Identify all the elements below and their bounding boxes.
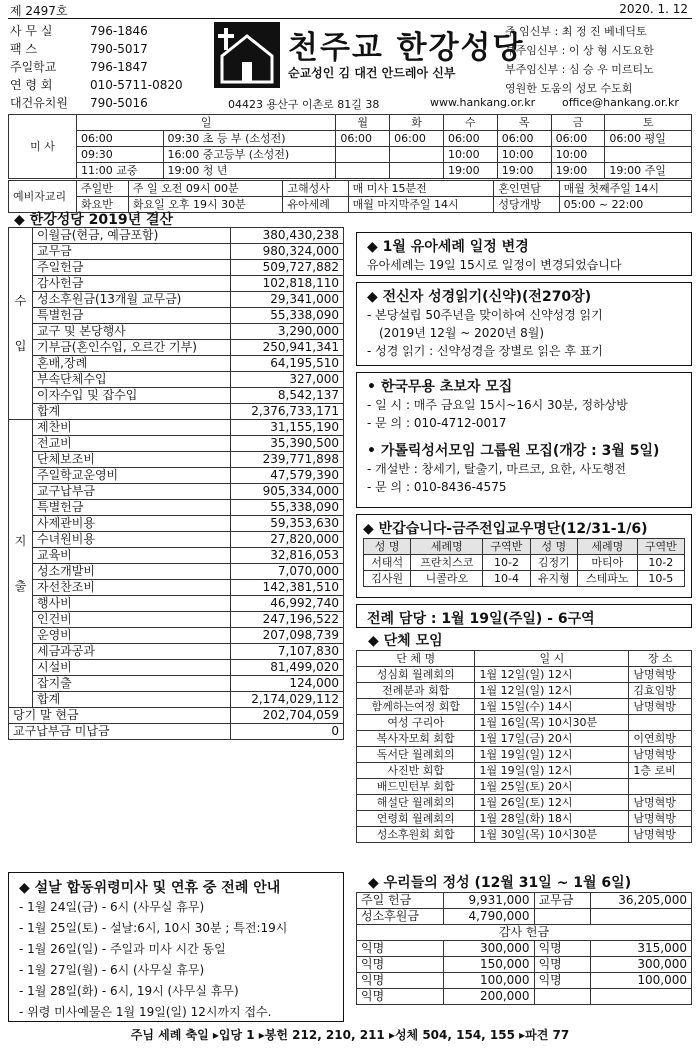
budget-row: 성소후원금(13개월 교무금) 29,341,000 <box>9 292 344 308</box>
budget-row: 특별헌금 55,338,090 <box>9 500 344 516</box>
newyear-line: - 1월 27일(월) - 6시 (사무실 휴무) <box>19 963 205 977</box>
budget-title: ◆ 한강성당 2019년 결산 <box>14 212 174 228</box>
mass-schedule: 미 사 일 월 화 수 목 금 토 06:00 09:30 초 등 부 (소성전) 06:00 06:00 06:00 06:00 06:00 06:00 평일 09:30 16:00 중고등부 (소성전) 10:00 10:00 10:00 11:00 교중 19:00 청 년 19:00 19:00 19:00 19:00 주일 <box>8 114 692 179</box>
budget-row: 합계 2,174,029,112 <box>9 692 344 708</box>
budget-row: 수 입 이월금(현금, 예금포함) 380,430,238 <box>9 228 344 244</box>
church-name: 천주교 한강성당 <box>288 30 525 66</box>
budget-row: 행사비 46,992,740 <box>9 596 344 612</box>
budget-row: 시설비 81,499,020 <box>9 660 344 676</box>
budget-row: 교무금 980,324,000 <box>9 244 344 260</box>
group-row: 성소후원회 회합 1월 30일(목) 10시30분 남명혁방 <box>357 827 692 843</box>
thanks-row: 익명 300,000 익명 315,000 <box>357 941 692 957</box>
church-logo-icon <box>214 22 280 88</box>
thanks-row: 익명 200,000 <box>357 989 692 1005</box>
bible-reading-notice: ◆ 전신자 성경읽기(신약)(전270장) - 본당설립 50주년을 맞이하여 신약성경 읽기 (2019년 12월 ~ 2020년 8월) - 성경 읽기 : 신약성경을 장별로 읽은 후 표기 <box>356 282 692 366</box>
address: 04423 용산구 이촌로 81길 38 <box>228 98 380 111</box>
welcome-notice: ◆ 반갑습니다-금주전입교우명단(12/31-1/6) 성 명 세례명 구역반 성 명 세례명 구역반 서태석 프란치스코 10-2 김정기 마티아 10-2 김사원 니콜라오 10-4 유지형 스테파노 10-5 <box>356 514 692 598</box>
newyear-line: - 1월 26일(일) - 주일과 미사 시간 동일 <box>19 942 226 956</box>
contact-list: 사 무 실 796-1846 팩 스 790-5017 주일학교 796-1847 연 령 회 010-5711-0820 대건유치원 790-5016 <box>10 24 183 110</box>
website-link[interactable]: www.hankang.or.kr <box>430 96 536 109</box>
newyear-line: - 위령 미사예물은 1월 19일(일) 12시까지 접수. <box>19 1005 272 1019</box>
budget-row: 잡지출 124,000 <box>9 676 344 692</box>
balance-label: 당기 말 현금 <box>9 708 231 724</box>
balance-value: 202,704,059 <box>230 708 343 724</box>
budget-row: 이자수입 및 잡수입 8,542,137 <box>9 388 344 404</box>
budget-row: 수녀원비용 27,820,000 <box>9 532 344 548</box>
newyear-line: - 1월 28일(화) - 6시, 19시 (사무실 휴무) <box>19 984 239 998</box>
liturgy-notice: 전례 담당 : 1월 19일(주일) - 6구역 <box>356 604 692 628</box>
budget-row: 세금과공과 7,107,830 <box>9 644 344 660</box>
group-row: 독서단 월례회의 1월 19일(일) 12시 남명혁방 <box>357 747 692 763</box>
budget-row: 지 출 제찬비 31,155,190 <box>9 420 344 436</box>
patron-saint: 순교성인 김 대건 안드레아 신부 <box>288 66 456 80</box>
budget-row: 주일헌금 509,727,882 <box>9 260 344 276</box>
group-row: 사진반 회합 1월 19일(일) 12시 1층 로비 <box>357 763 692 779</box>
recruitment-notice: • 한국무용 초보자 모집 - 일 시 : 매주 금요일 15시~16시 30분, 정하상방 - 문 의 : 010-4712-0017 • 가톨릭성서모임 그룹원 모집(개강 : 3월 5일) - 개설반 : 창세기, 탈출기, 마르코, 요한, 사도행전 - 문 의 : 010-8436-4575 <box>356 372 692 508</box>
devotion-schedule: 예비자교리 주일반 주 일 오전 09시 00분 고해성사 매 미사 15분전 혼인면담 매월 첫째주일 14시 화요반 화요일 오후 19시 30분 유아세례 매월 마지막주일 14시 성당개방 05:00 ~ 22:00 <box>8 180 692 213</box>
budget-row: 사제관비용 59,353,630 <box>9 516 344 532</box>
thanks-row: 익명 100,000 익명 100,000 <box>357 973 692 989</box>
group-row: 해설단 월례회의 1월 26일(토) 12시 남명혁방 <box>357 795 692 811</box>
baptism-notice: ◆ 1월 유아세례 일정 변경 유아세례는 19일 15시로 일정이 변경되었습니다 <box>356 232 692 276</box>
group-row: 함께하는여정 회합 1월 15일(수) 14시 남명혁방 <box>357 699 692 715</box>
budget-row: 교구납부금 905,334,000 <box>9 484 344 500</box>
issue-date: 2020. 1. 12 <box>619 2 688 16</box>
budget-row: 혼배,장례 64,195,510 <box>9 356 344 372</box>
unpaid-label: 교구납부금 미납금 <box>9 724 231 740</box>
newyear-notice: ◆ 설날 합동위령미사 및 연휴 중 전례 안내 - 1월 24일(금) - 6시 (사무실 휴무) - 1월 25일(토) - 설날:6시, 10시 30분 ; 특전:19시 - 1월 26일(일) - 주일과 미사 시간 동일 - 1월 27일(월) - 6시 (사무실 휴무) - 1월 28일(화) - 6시, 19시 (사무실 휴무) - 위령 미사예물은 1월 19일(일) 12시까지 접수. <box>8 872 344 1022</box>
groups-section: ◆ 단체 모임 단 체 명 일 시 장 소 성심회 월례회의 1월 12일(일) 12시 남명혁방 전례분과 회합 1월 12일(일) 12시 김효임방 함께하는여정 회합 1월 15일(수) 14시 남명혁방 여성 구리아 1월 16일(목) 10시30분 복사자모회 회합 1월 17일(금) 20시 이연희방 독서단 월례회의 1월 19일(일) 12시 남명혁방 사진반 회합 1월 19일(일) 12시 1층 로비 배드민턴부 회합 1월 25일(토) 20시 해설단 월례회의 1월 26일(토) 12시 남명혁방 연령회 월례회의 1월 28일(화) 18시 남명혁방 성소후원회 회합 1월 30일(목) 10시30분 남명혁방 <box>356 630 692 843</box>
newyear-line: - 1월 25일(토) - 설날:6시, 10시 30분 ; 특전:19시 <box>19 921 288 935</box>
email-link[interactable]: office@hankang.or.kr <box>562 96 679 109</box>
newyear-line: - 1월 24일(금) - 6시 (사무실 휴무) <box>19 900 205 914</box>
budget-table <box>8 227 344 740</box>
budget-row: 부속단체수입 327,000 <box>9 372 344 388</box>
thanks-row: 익명 150,000 익명 300,000 <box>357 957 692 973</box>
budget-row: 교육비 32,816,053 <box>9 548 344 564</box>
group-row: 연령회 월례회의 1월 28일(화) 18시 남명혁방 <box>357 811 692 827</box>
issue-number: 제 2497호 <box>10 4 68 18</box>
budget-row: 자선찬조비 142,381,510 <box>9 580 344 596</box>
budget-row: 성소개발비 7,070,000 <box>9 564 344 580</box>
group-row: 배드민턴부 회합 1월 25일(토) 20시 <box>357 779 692 795</box>
budget-row: 교구 및 본당행사 3,290,000 <box>9 324 344 340</box>
budget-row: 인건비 247,196,522 <box>9 612 344 628</box>
hymn-guide: 주님 세례 축일 ▸입당 1 ▸봉헌 212, 210, 211 ▸성체 504, 154, 155 ▸파견 77 <box>130 1028 570 1042</box>
clergy-list: 주 임신부 : 최 정 진 베네딕토 부주임신부 : 이 상 형 시도요한 부주임신부 : 심 승 우 미르티노 영원한 도움의 성모 수도회 <box>505 25 654 95</box>
budget-row: 기부금(혼인수입, 오르간 기부) 250,941,341 <box>9 340 344 356</box>
budget-row: 단체보조비 239,771,898 <box>9 452 344 468</box>
unpaid-value: 0 <box>230 724 343 740</box>
group-row: 여성 구리아 1월 16일(목) 10시30분 <box>357 715 692 731</box>
budget-row: 주일학교운영비 47,579,390 <box>9 468 344 484</box>
budget-row: 감사헌금 102,818,110 <box>9 276 344 292</box>
group-row: 성심회 월례회의 1월 12일(일) 12시 남명혁방 <box>357 667 692 683</box>
budget-row: 합계 2,376,733,171 <box>9 404 344 420</box>
group-row: 전례분과 회합 1월 12일(일) 12시 김효임방 <box>357 683 692 699</box>
budget-row: 특별헌금 55,338,090 <box>9 308 344 324</box>
offering-section: ◆ 우리들의 정성 (12월 31일 ~ 1월 6일) 주일 헌금 9,931,000 교무금 36,205,000 성소후원금 4,790,000 감사 헌금 익명 300,000 익명 315,000 익명 150,000 익명 300,000 익명 100,000 익명 100,000 익명 200,000 <box>356 872 692 1005</box>
budget-row: 전교비 35,390,500 <box>9 436 344 452</box>
budget-row: 운영비 207,098,739 <box>9 628 344 644</box>
group-row: 복사자모회 회합 1월 17일(금) 20시 이연희방 <box>357 731 692 747</box>
